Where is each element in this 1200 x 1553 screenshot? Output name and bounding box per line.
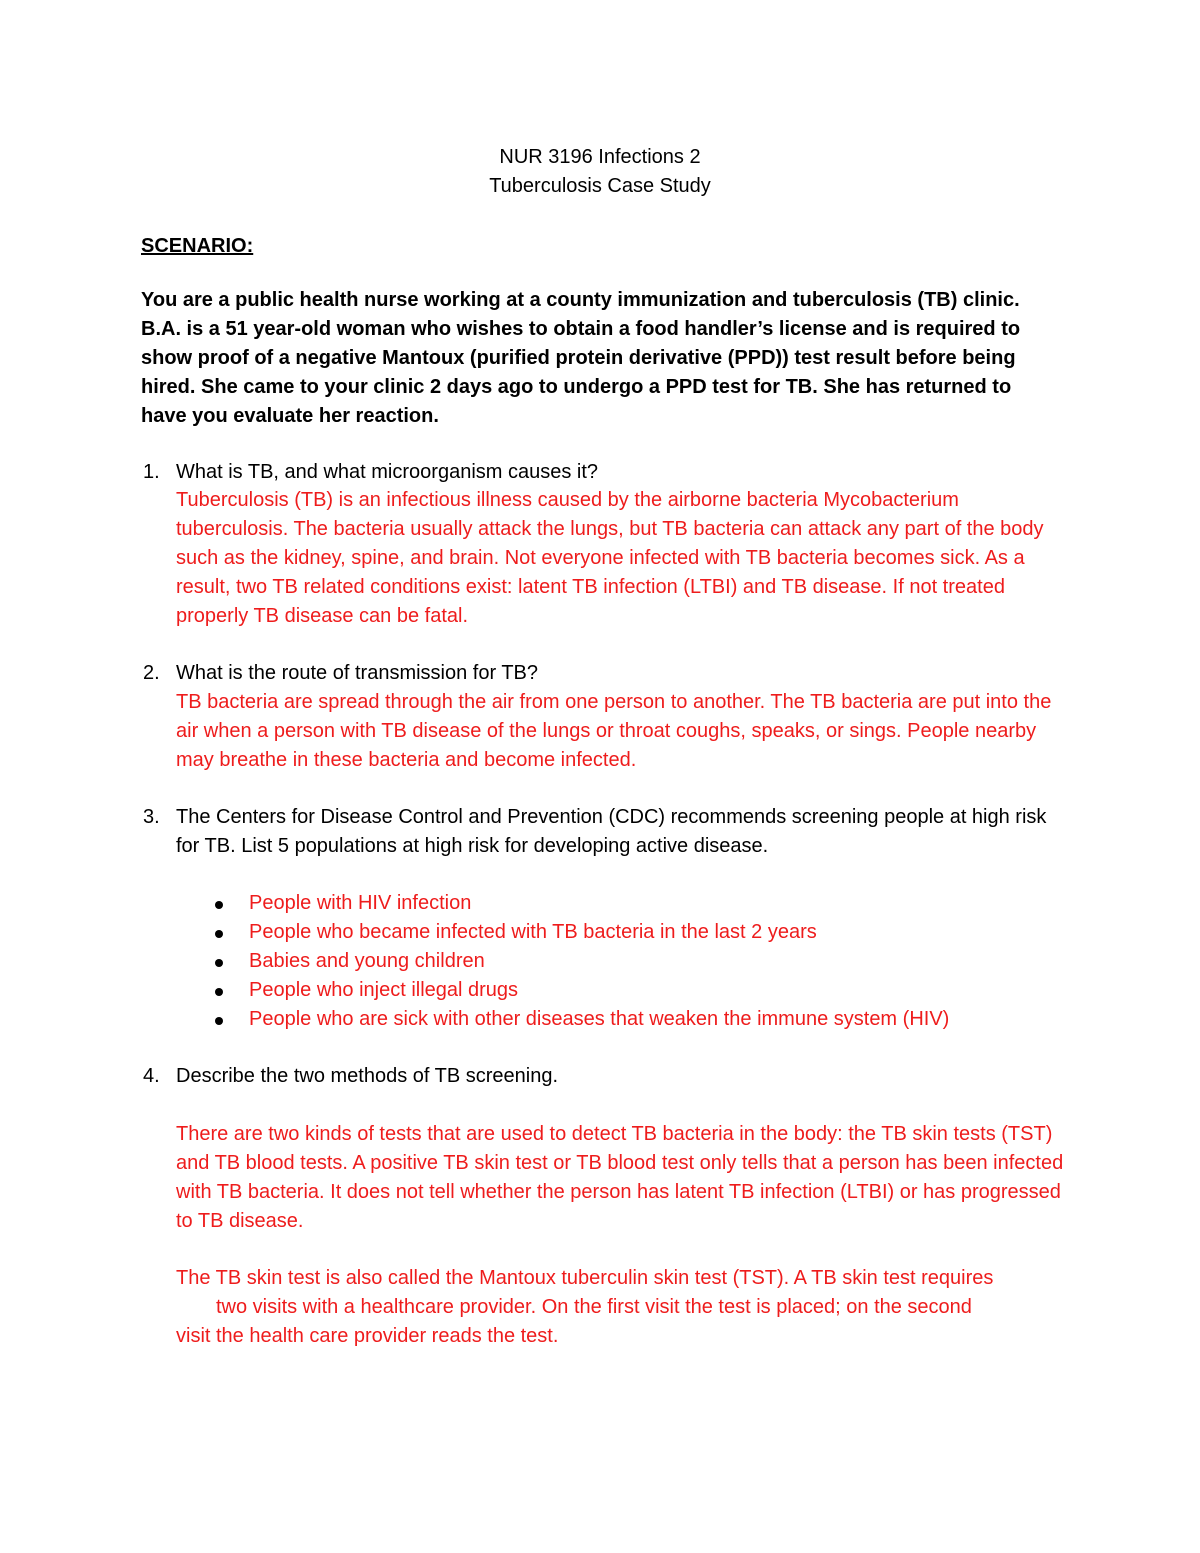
answer-4-paragraph-1: There are two kinds of tests that are used to detect TB bacteria in the body: the TB skin tests (TST) and TB blood tests. A positive TB skin test or TB blood test only tells that a person has been infected with TB bacteria. It does not tell whether the person has latent TB infection (LTBI) or has progressed to TB disease.: [176, 1123, 1064, 1232]
bullet-icon: [215, 1017, 223, 1025]
bullet-icon: [215, 959, 223, 967]
answer-4-paragraph-2: [176, 1264, 1066, 1351]
scenario-heading: SCENARIO:: [141, 235, 254, 257]
list-item: Babies and young children: [210, 947, 1070, 976]
answer-line: The TB skin test is also called the Mantoux tuberculin skin test (TST). A TB skin test requires: [176, 1267, 994, 1289]
list-item: People who became infected with TB bacteria in the last 2 years: [210, 918, 1070, 947]
list-item: People who inject illegal drugs: [210, 976, 1070, 1005]
list-item: People with HIV infection: [210, 889, 1070, 918]
question-1: [143, 458, 1066, 487]
scenario-text: You are a public health nurse working at a county immunization and tuberculosis (TB) clinic. B.A. is a 51 year-old woman who wishes to obtain a food handler’s license and is required to show proof of a negative Mantoux (purified protein derivative (PPD)) test result before being hired. She came to your clinic 2 days ago to undergo a PPD test for TB. She has returned to have you evaluate her reaction.: [141, 289, 1021, 427]
question-number: 3.: [143, 806, 160, 828]
question-2: [143, 659, 1066, 688]
question-number: 4.: [143, 1065, 160, 1087]
question-4: [143, 1062, 1066, 1091]
course-title: NUR 3196 Infections 2: [499, 146, 701, 168]
question-text: What is TB, and what microorganism causes it?: [176, 461, 599, 483]
answer-2: TB bacteria are spread through the air from one person to another. The TB bacteria are put into the air when a person with TB disease of the lungs or throat coughs, speaks, or sings. People nearby may breathe in these bacteria and become infected.: [176, 691, 1052, 771]
list-item: People who are sick with other diseases that weaken the immune system (HIV): [210, 1005, 1070, 1034]
bullet-icon: [215, 930, 223, 938]
document-subtitle: Tuberculosis Case Study: [489, 175, 711, 197]
question-text: Describe the two methods of TB screening.: [176, 1065, 559, 1087]
bullet-icon: [215, 988, 223, 996]
question-number: 1.: [143, 461, 160, 483]
question-text: What is the route of transmission for TB?: [176, 662, 539, 684]
question-number: 2.: [143, 662, 160, 684]
answer-1: Tuberculosis (TB) is an infectious illness caused by the airborne bacteria Mycobacterium tuberculosis. The bacteria usually attack the lungs, but TB bacteria can attack any part of the body such as the kidney, spine, and brain. Not everyone infected with TB bacteria becomes sick. As a result, two TB related conditions exist: latent TB infection (LTBI) and TB disease. If not treated properly TB disease can be fatal.: [176, 489, 1044, 627]
bullet-icon: [215, 901, 223, 909]
question-3: [143, 803, 1056, 861]
answer-line: two visits with a healthcare provider. On the first visit the test is placed; on the second: [216, 1296, 972, 1318]
answer-line: visit the health care provider reads the test.: [176, 1325, 559, 1347]
high-risk-list: [210, 889, 1070, 1034]
question-text: The Centers for Disease Control and Prevention (CDC) recommends screening people at high risk for TB. List 5 populations at high risk for developing active disease.: [176, 806, 1047, 857]
